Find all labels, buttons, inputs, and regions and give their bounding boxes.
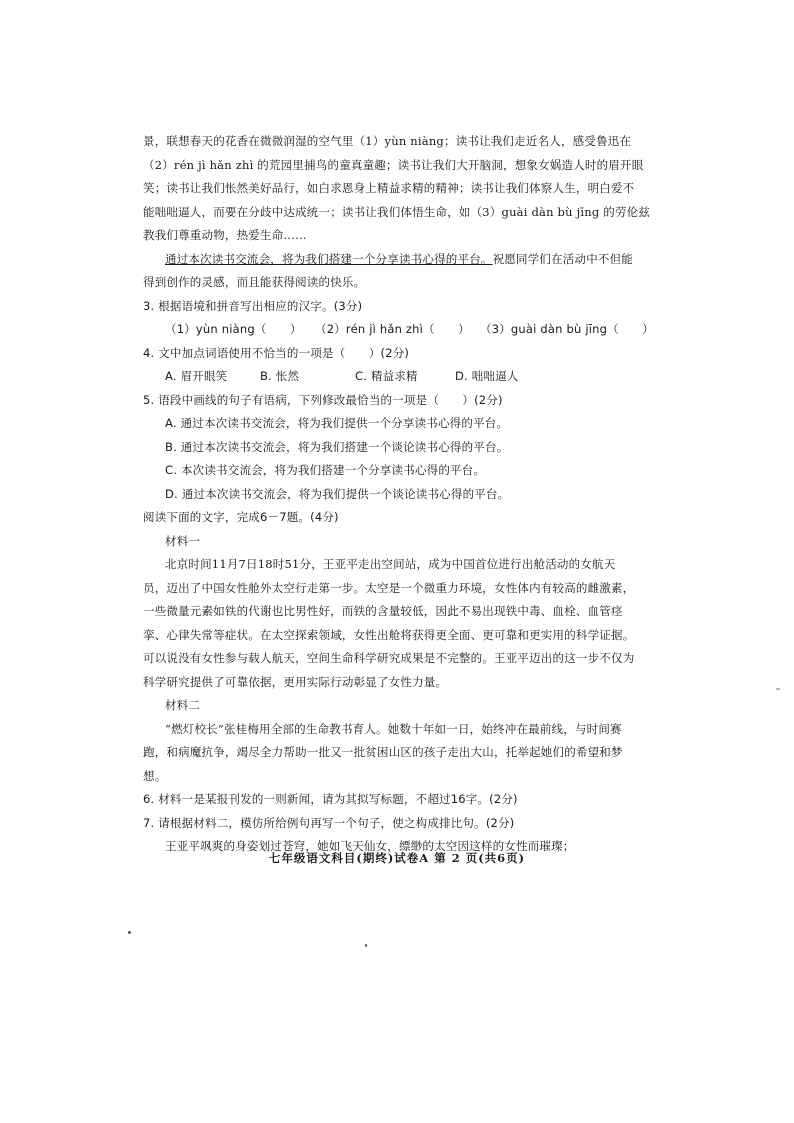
q3-item: （3）guài dàn bù jīng（ ） [480, 322, 654, 336]
material-1-line: 一些微量元素如铁的代谢也比男性好，而铁的含量较低，因此不易出现铁中毒、血栓、血管痉 [143, 604, 623, 618]
question-7: 7. 请根据材料二，模仿所给例句再写一个句子，使之构成排比句。(2分) [143, 815, 515, 830]
q4-option: A. 眉开眼笑 [165, 369, 228, 383]
material-1-line: 可以说没有女性参与载人航天，空间生命科学研究成果是不完整的。王亚平迈出的这一步不仅为 [143, 651, 635, 665]
q4-option: D. 咄咄逼人 [455, 369, 519, 383]
q5-option: A. 通过本次读书交流会，将为我们提供一个分享读书心得的平台。 [165, 416, 509, 430]
q5-option: B. 通过本次读书交流会，将为我们搭建一个谈论读书心得的平台。 [165, 439, 509, 454]
underlined-sentence: 通过本次读书交流会，将为我们搭建一个分享读书心得的平台。 [165, 251, 493, 266]
q5-option: D. 通过本次读书交流会，将为我们提供一个谈论读书心得的平台。 [165, 486, 510, 501]
material-1-title: 材料一 [165, 533, 201, 548]
question-3-items [143, 318, 663, 342]
example-sentence: 王亚平飒爽的身姿划过苍穹，她如飞天仙女，缥缈的太空因这样的女性而璀璨； [165, 839, 575, 853]
reading-intro: 阅读下面的文字，完成6－7题。(4分) [143, 510, 339, 524]
passage-line: 能咄咄逼人，而要在分歧中达成统一；读书让我们体悟生命，如（3）guài dàn bù jīng 的劳伦兹 [143, 204, 651, 219]
q4-option: B. 怅然 [260, 369, 300, 383]
material-1-line: 科学研究提供了可靠依据，更用实际行动彰显了女性力量。 [143, 674, 448, 689]
material-1-line: 员，迈出了中国女性舱外太空行走第一步。太空是一个微重力环境，女性体内有较高的雌激素， [143, 580, 635, 595]
question-3-stem: 3. 根据语境和拼音写出相应的汉字。(3分) [143, 298, 363, 313]
scan-speck [776, 688, 780, 690]
sentence-tail: 祝愿同学们在活动中不但能 [492, 251, 634, 266]
q3-item: （2）rén jì hǎn zhì（ ） [315, 322, 470, 336]
material-2-title: 材料二 [165, 698, 201, 712]
q4-option: C. 精益求精 [355, 369, 418, 383]
q5-option: C. 本次读书交流会，将为我们搭建一个分享读书心得的平台。 [165, 463, 486, 477]
question-4-options [143, 365, 663, 389]
question-4-stem: 4. 文中加点词语使用不恰当的一项是（ ）(2分) [143, 345, 410, 360]
q3-item: （1）yùn niàng（ ） [165, 322, 302, 336]
passage-sentence-line [143, 248, 663, 272]
page-footer: 七年级语文科目(期终)试卷A 第 2 页(共6页) [268, 851, 526, 865]
exam-page-body [143, 130, 663, 859]
scan-speck [128, 931, 131, 934]
material-2-line: 跑，和病魔抗争，竭尽全力帮助一批又一批贫困山区的孩子走出大山，托举起她们的希望和梦 [143, 745, 623, 759]
question-5-stem: 5. 语段中画线的句子有语病，下列修改最恰当的一项是（ ）(2分) [143, 392, 503, 407]
passage-sentence-line2: 得到创作的灵感，而且能获得阅读的快乐。 [143, 275, 366, 289]
question-6: 6. 材料一是某报刊发的一则新闻，请为其拟写标题，不超过16字。(2分) [143, 792, 518, 806]
passage-line: 景，联想春天的花香在微微润湿的空气里（1）yùn niàng；读书让我们走近名人，感受鲁迅在 [143, 134, 632, 148]
material-2-line: 想。 [143, 768, 167, 783]
passage-line: 教我们尊重动物，热爱生命…… [143, 228, 307, 242]
material-2-line: “燃灯校长”张桂梅用全部的生命教书育人。她数十年如一日，始终冲在最前线，与时间赛 [165, 721, 622, 736]
scan-speck [365, 944, 367, 947]
passage-line: （2）rén jì hǎn zhì 的荒园里捕鸟的童真童趣；读书让我们大开脑洞，想象女娲造人时的眉开眼 [143, 157, 644, 172]
material-1-line: 挛、心律失常等症状。在太空探索领域，女性出舱将获得更全面、更可靠和更实用的科学证据。 [143, 627, 635, 642]
passage-line: 笑；读书让我们怅然美好品行，如白求恩身上精益求精的精神；读书让我们体察人生，明白爱不 [143, 181, 635, 195]
material-1-line: 北京时间11月7日18时51分，王亚平走出空间站，成为中国首位进行出舱活动的女航天 [165, 557, 616, 571]
